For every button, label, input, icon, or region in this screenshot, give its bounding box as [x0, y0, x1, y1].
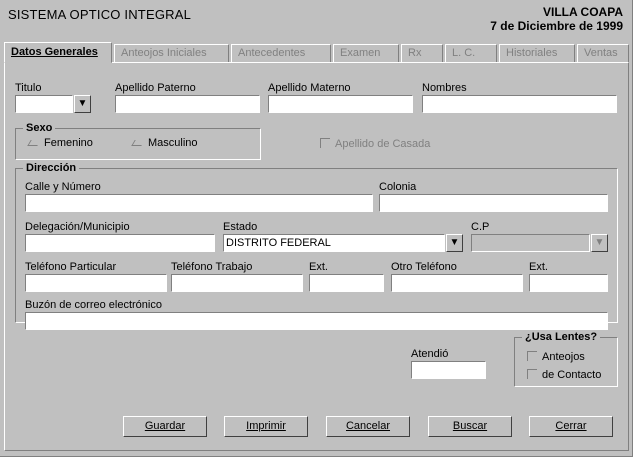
- buzon-input[interactable]: [25, 312, 608, 330]
- estado-combo[interactable]: [223, 234, 463, 252]
- apellido-materno-input[interactable]: [268, 95, 413, 113]
- tab-antecedentes[interactable]: Antecedentes: [231, 44, 331, 62]
- delegacion-input[interactable]: [25, 234, 215, 252]
- checkbox-icon: [320, 138, 330, 148]
- radio-femenino[interactable]: Femenino: [29, 137, 93, 149]
- label-colonia: Colonia: [379, 181, 417, 193]
- usa-lentes-legend: ¿Usa Lentes?: [522, 331, 600, 343]
- checkbox-anteojos[interactable]: Anteojos: [527, 351, 585, 363]
- tab-anteojos-iniciales[interactable]: Anteojos Iniciales: [114, 44, 229, 62]
- label-titulo: Titulo: [15, 82, 42, 94]
- guardar-button[interactable]: Guardar: [123, 416, 207, 437]
- tab-datos-generales[interactable]: Datos Generales: [4, 42, 112, 63]
- tab-examen[interactable]: Examen: [333, 44, 399, 62]
- titulo-combo-value[interactable]: [15, 95, 73, 113]
- imprimir-button[interactable]: Imprimir: [224, 416, 308, 437]
- label-telefono-particular: Teléfono Particular: [25, 261, 117, 273]
- buscar-button[interactable]: Buscar: [428, 416, 512, 437]
- branch-name: VILLA COAPA: [543, 5, 623, 19]
- radio-masculino[interactable]: Masculino: [133, 137, 198, 149]
- apellido-casada-checkbox[interactable]: Apellido de Casada: [320, 138, 430, 150]
- atendio-input[interactable]: [411, 361, 486, 379]
- ext-trabajo-input[interactable]: [309, 274, 384, 292]
- sexo-legend: Sexo: [23, 122, 55, 134]
- checkbox-icon: [527, 369, 537, 379]
- direccion-legend: Dirección: [23, 162, 79, 174]
- estado-combo-value[interactable]: DISTRITO FEDERAL: [223, 234, 445, 252]
- label-calle: Calle y Número: [25, 181, 101, 193]
- label-apellido-paterno: Apellido Paterno: [115, 82, 196, 94]
- label-apellido-materno: Apellido Materno: [268, 82, 351, 94]
- chevron-down-icon[interactable]: ▼: [446, 234, 463, 252]
- cp-combo-value[interactable]: [471, 234, 590, 252]
- ext-otro-input[interactable]: [529, 274, 608, 292]
- label-ext-trabajo: Ext.: [309, 261, 328, 273]
- label-delegacion: Delegación/Municipio: [25, 221, 130, 233]
- label-buzon: Buzón de correo electrónico: [25, 299, 162, 311]
- label-estado: Estado: [223, 221, 258, 233]
- label-cp: C.P: [471, 221, 490, 233]
- label-telefono-trabajo: Teléfono Trabajo: [171, 261, 253, 273]
- datos-generales-panel: [4, 62, 629, 451]
- page-title: SISTEMA OPTICO INTEGRAL: [8, 7, 192, 22]
- branch-and-date: [490, 5, 623, 33]
- tab-historiales[interactable]: Historiales: [499, 44, 575, 62]
- checkbox-de-contacto[interactable]: de Contacto: [527, 369, 601, 381]
- app-header: [0, 0, 633, 38]
- tab-rx[interactable]: Rx: [401, 44, 443, 62]
- cp-combo[interactable]: [471, 234, 608, 252]
- calle-input[interactable]: [25, 194, 373, 212]
- label-otro-telefono: Otro Teléfono: [391, 261, 457, 273]
- tab-lc[interactable]: L. C.: [445, 44, 497, 62]
- current-date: 7 de Diciembre de 1999: [490, 19, 623, 33]
- titulo-combo[interactable]: [15, 95, 91, 113]
- radio-icon: [29, 137, 40, 148]
- radio-icon: [133, 137, 144, 148]
- tab-ventas[interactable]: Ventas: [577, 44, 629, 62]
- chevron-down-icon[interactable]: ▼: [591, 234, 608, 252]
- label-nombres: Nombres: [422, 82, 467, 94]
- tabstrip: [4, 42, 629, 62]
- telefono-particular-input[interactable]: [25, 274, 167, 292]
- label-ext-otro: Ext.: [529, 261, 548, 273]
- cerrar-button[interactable]: Cerrar: [529, 416, 613, 437]
- cancelar-button[interactable]: Cancelar: [326, 416, 410, 437]
- apellido-paterno-input[interactable]: [115, 95, 260, 113]
- checkbox-icon: [527, 351, 537, 361]
- chevron-down-icon[interactable]: ▼: [74, 95, 91, 113]
- colonia-input[interactable]: [379, 194, 608, 212]
- otro-telefono-input[interactable]: [391, 274, 523, 292]
- telefono-trabajo-input[interactable]: [171, 274, 303, 292]
- nombres-input[interactable]: [422, 95, 617, 113]
- label-atendio: Atendió: [411, 348, 449, 360]
